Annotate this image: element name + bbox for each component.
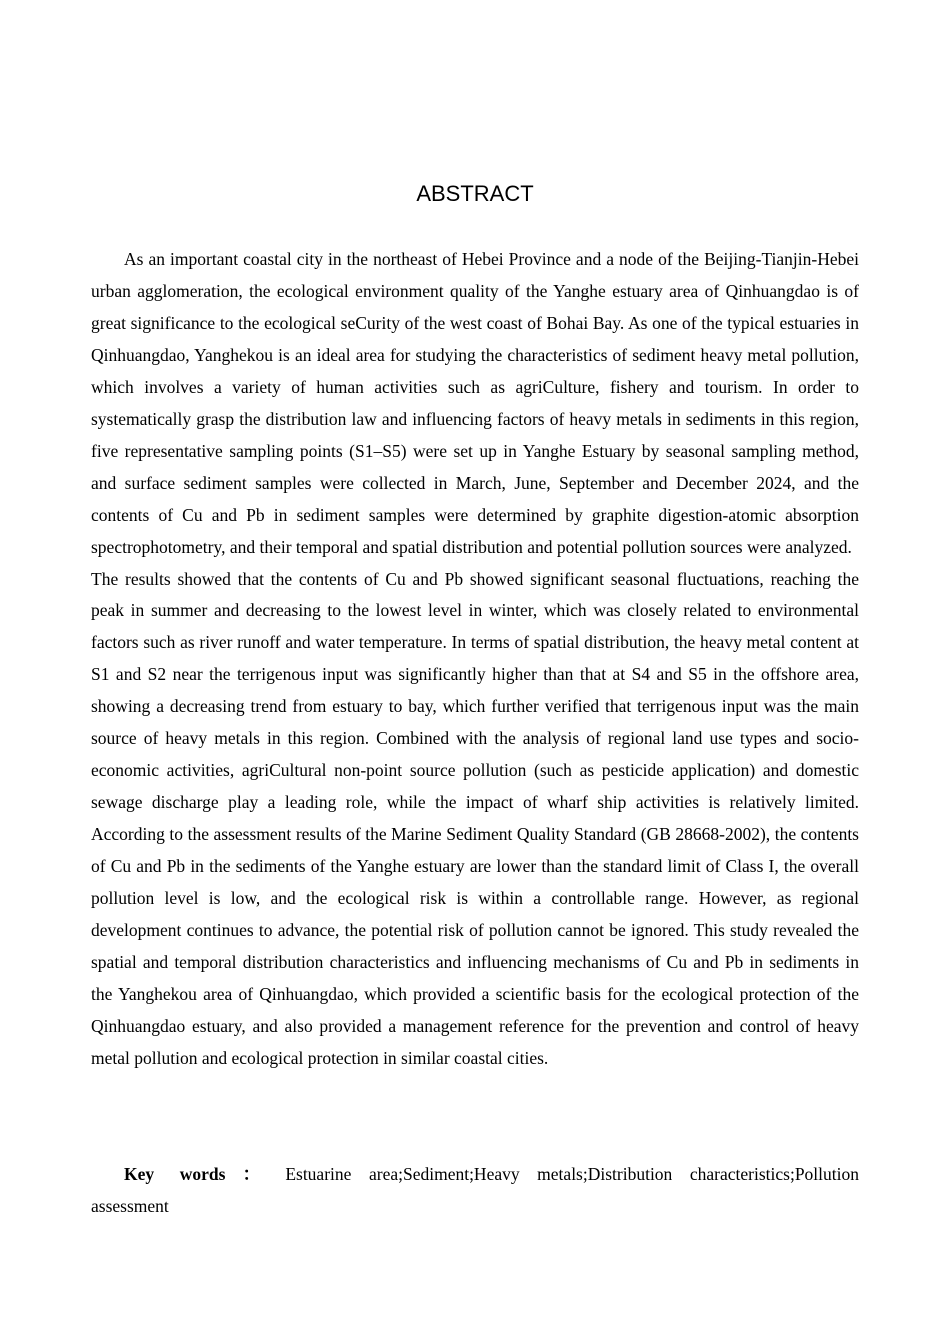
abstract-paragraph-2: The results showed that the contents of Cu and Pb showed significant seasonal fluctuations, reaching the peak in summer and decreasing to the lowest level in winter, which was closely related to environmental factors such as river runoff and water temperature. In terms of spatial distribution, the heavy metal content at S1 and S2 near the terrigenous input was significantly higher than that at S4 and S5 in the offshore area, showing a decreasing trend from estuary to bay, which further verified that terrigenous input was the main source of heavy metals in this region. Combined with the analysis of regional land use types and socio-economic activities, agriCultural non-point source pollution (such as pesticide application) and domestic sewage discharge play a leading role, while the impact of wharf ship activities is relatively limited. According to the assessment results of the Marine Sediment Quality Standard (GB 28668-2002), the contents of Cu and Pb in the sediments of the Yanghe estuary are lower than the standard limit of Class I, the overall pollution level is low, and the ecological risk is within a controllable range. However, as regional development continues to advance, the potential risk of pollution cannot be ignored. This study revealed the spatial and temporal distribution characteristics and influencing mechanisms of Cu and Pb in sediments in the Yanghekou area of Qinhuangdao, which provided a scientific basis for the ecological protection of the Qinhuangdao estuary, and also provided a management reference for the prevention and control of heavy metal pollution and ecological protection in similar coastal cities. bbox=[91, 568, 859, 1068]
abstract-heading: ABSTRACT bbox=[416, 181, 534, 206]
keywords-label: Key words bbox=[124, 1164, 226, 1184]
abstract-paragraph-1: As an important coastal city in the northeast of Hebei Province and a node of the Beijing-Tianjin-Hebei urban agglomeration, the ecological environment quality of the Yanghe estuary area of Qinhuangdao is of great significance to the ecological seCurity of the west coast of Bohai Bay. As one of the typical estuaries in Qinhuangdao, Yanghekou is an ideal area for studying the characteristics of sediment heavy metal pollution, which involves a variety of human activities such as agriCulture, fishery and tourism. In order to systematically grasp the distribution law and influencing factors of heavy metals in sediments in this region, five representative sampling points (S1–S5) were set up in Yanghe Estuary by seasonal sampling method, and surface sediment samples were collected in March, June, September and December 2024, and the contents of Cu and Pb in sediment samples were determined by graphite digestion-atomic absorption spectrophotometry, and their temporal and spatial distribution and potential pollution sources were analyzed. bbox=[91, 249, 859, 557]
keywords-separator: ： bbox=[229, 1164, 274, 1184]
keywords-line bbox=[91, 1159, 859, 1223]
abstract-body bbox=[91, 244, 859, 1075]
keywords-text: Estuarine area;Sediment;Heavy metals;Distribution characteristics;Pollution assessment bbox=[91, 1164, 860, 1216]
